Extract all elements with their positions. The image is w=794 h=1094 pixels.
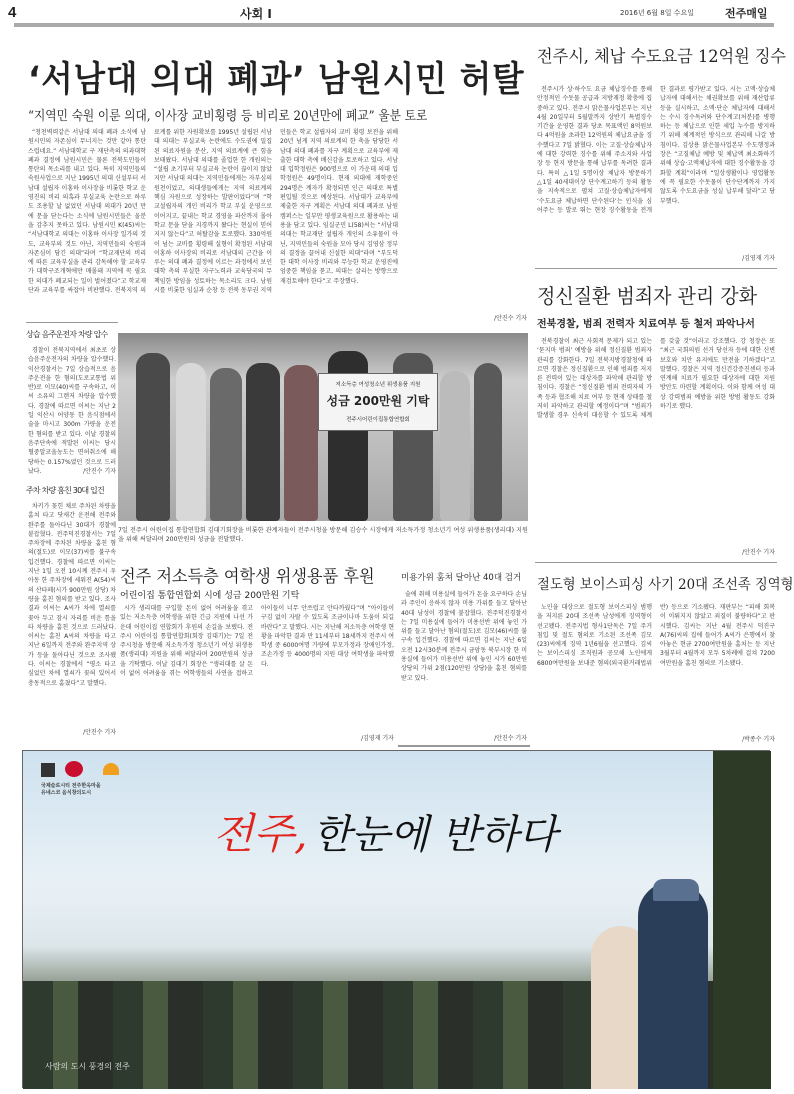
section-title: 사회 I <box>240 7 272 21</box>
car-body: 차키가 꽂힌 채로 주차된 차량을 훔쳐 타고 닷새간 운전해 전주와 완주를 돌아다닌 30대가 경찰에 붙잡혔다. 전주덕진경찰서는 7일 주차장에 주차된 차량을 훔친 혐의(절도)로 이모(37)씨를 불구속 입건했다. 경찰에 따르면 이씨는 지난 1일 오전 10시께 전주시 우아동 한 주차장에 세워진 A(54)씨의 산타페(시가 900만원 상당) 차량을 훔친 혐의를 받고 있다. 조사결과 이씨는 A씨가 차에 열쇠를 꽂아 두고 잠시 자리를 비운 틈을 타 차량을 훔친 것으로 드러났다. 이씨는 훔친 A씨의 차량을 타고 지난 6일까지 전주와 완주지역 상가 등을 돌아다닌 것으로 조사됐다. 이씨는 경찰에서 “평소 타고 싶었던 차에 열쇠가 꽂혀 있어서 충동적으로 훔쳤다”고 말했다. <box>28 503 116 687</box>
voice-byline: /박종수 기자 <box>742 736 775 743</box>
water-headline: 전주시, 체납 수도요금 12억원 징수 <box>537 47 787 67</box>
donation-photo <box>118 333 528 521</box>
divider <box>535 562 777 563</box>
divider <box>535 268 777 269</box>
voice-body: 노인을 대상으로 절도형 보이스피싱 범행을 저지른 20대 조선족 남성에게 징역형이 선고됐다. 전주지법 형사1단독은 7일 주거침입 및 절도 혐의로 기소된 조선족 김모(23)씨에게 징역 1년6월을 선고했다. 김씨는 보이스피싱 조직원과 공모해 노인에게 6800여만원을 보내준 혐의(외국환거래법위반) 등으로 기소됐다. 재판부는 “피해 회복이 이뤄지지 않았고 죄질이 불량하다”고 판시했다. 김씨는 지난 4월 전주시 덕진구 A(76)씨의 집에 들어가 A씨가 은행에서 찾아놓은 현금 2700여만원을 훔치는 등 지난 3월부터 4월까지 모두 5차례에 걸쳐 7200여만원을 훔친 혐의로 기소됐다. <box>537 604 775 667</box>
donation-byline: /김영재 기자 <box>361 735 394 742</box>
drunk-headline: 상습 음주운전자 차량 압수 <box>26 330 108 339</box>
mental-byline: /안진수 기자 <box>742 549 775 556</box>
slowcity-logo-icon <box>65 761 83 777</box>
main-body-col4 <box>402 112 527 312</box>
drunk-byline: /안진수 기자 <box>83 468 116 475</box>
masthead: 전주매일 <box>725 7 768 20</box>
header-rule <box>14 23 774 27</box>
issue-date: 2016년 6월 8일 수요일 <box>620 9 694 17</box>
main-body: “청천벽력같은 서남대 의대 폐과 소식에 남원시민의 자존심이 무너지는 것만 같아 통탄스럽네요.” 서남대학교 구 재단측의 의과대학 폐과 결정에 남원시민은 물론 전북도민들이 통탄의 목소리를 내고 있다. 특히 지역민들의 숙원사업으로 지난 1995년 의대 신설부터 서남대 설립자 이홍하 이사장을 비롯한 학교 운영진의 비리 의혹과 부실교육 논란으로 하루도 조용할 날 없었던 서남대 의대가 20년 만에 문을 닫는다는 소식에 남원시민들은 울분을 감추지 못하고 있다. 남원시민 K(45)씨는 “서남대학교 의대는 이홍하 이사장 일가의 것도, 교육부의 것도 아닌, 지역민들의 숙원과 자존심이 담긴 의대”라며 “학교재단의 비리에 따른 교육부실을 관리 감독해야 할 교육부가 대학구조개혁에만 매몰돼 지역에 꼭 필요한 의대가 폐교되는 일이 벌어졌다”고 학교재단과 교육부를 싸잡아 비판했다. 전북지역 의료계를 위한 자원확보를 1995년 설립된 서남대 의대는 부실교육 논란에도 수도권에 밀집된 의료자원을 분산, 지역 의료계에 큰 힘을 보태왔다. 서남대 의대를 졸업한 한 개원의는 “설립 초기부터 부실교육 논란이 끊이지 않았지만 서남대 의대는 지역민들에게는 자부심의 원천이었고, 의대생들에게는 지역 의료계의 핵심 자원으로 성장하는 발판이었다”며 “학교설립자의 개인 비리가 학교 부실 운영으로 이어지고, 끝내는 학교 경영을 파산까지 몰아 학교 문을 닫을 지경까지 왔다는 현실이 믿어지지 않는다”고 허탈감을 토로했다. 330억원이 넘는 교비를 횡령해 실형이 확정된 서남대 이홍하 이사장의 비리로 서남대의 근간을 이루는 의대 폐과 결정에 이르는 과정에서 보인 대학 측의 부실한 자구노력과 교육당국의 무책임한 방임을 성토하는 목소리도 크다. 남원시를 비롯한 임실과 순창 등 전북 동부권 지역민들은 학교 설립자의 교비 횡령 보전을 위해 20년 넘게 지역 의료계의 한 축을 담당한 서남대 의대 폐과를 자구 계획으로 교육부에 제출한 대학 측에 배신감을 토로하고 있다. 서남대 입학정원은 900명으로 이 가운데 의대 입학정원은 49명이다. 현재 의대에 재학중인 294명은 계자가 확정되면 인근 의대로 특별 편입될 것으로 예상된다. 서남대가 교육부에 제출한 자구 계획은 서남대 의대 폐과로 남원캠퍼스는 일부만 평생교육원으로 활용하는 내용을 담고 있다. 임실군민 L(58)씨는 “서남대 의대는 학교재단 설립자 개인의 소유물이 아닌, 지역민들의 숙원을 모아 당시 김영삼 정부의 결정을 끌어내 신설한 의대”라며 “부도덕한 대학 이사장 비리와 무능한 학교 운영진에 엄중한 책임을 묻고, 의대는 살리는 방향으로 재검토해야 한다”고 주장했다. <box>28 129 398 295</box>
logo-text-line1: 국제슬로시티 전주한옥마을 <box>41 783 101 789</box>
placard-line2: 성금 200만원 기탁 <box>326 394 430 408</box>
water-byline: /김영재 기자 <box>742 255 775 262</box>
tree <box>713 751 771 1089</box>
logo-text-line2: 유네스코 음식창의도시 <box>41 790 92 796</box>
scissors-byline: /안진수 기자 <box>494 735 527 742</box>
mental-headline: 정신질환 범죄자 관리 강화 <box>537 284 758 308</box>
mental-subhead: 전북경찰, 범죄 전력자 치료여부 등 철저 파악나서 <box>537 319 755 330</box>
voice-headline: 절도형 보이스피싱 사기 20대 조선족 징역형 <box>537 577 794 593</box>
photo-caption: 7일 전주시 어린이집 통합연합회 김대기회장을 비롯한 관계자들이 전주시청을 방문해 김승수 시장에게 저소득가정 청소년기 여성 위생용품(생리대) 지원을 위해 써달라며 200만원의 성금을 전달했다. <box>118 527 528 544</box>
mental-body: 전북경찰이 최근 사회적 문제가 되고 있는 ‘묻지마 범죄’ 예방을 위해 정신질환 범죄자 관리를 강화한다. 7일 전북지방경찰청에 따르면 경찰은 정신질환으로 인해 범죄를 저지른 전력이 있는 대상자를 파악해 관리할 방침이다. 경찰은 “정신질환 범죄 전력자의 가족 등과 협조해 치료 여부 등 현재 상태를 철저히 파악하고 관리할 예정이다”며 “범죄가 발생할 경우 신속히 대응할 수 있도록 체계를 갖출 것”이라고 강조했다. 강 청장은 또 “최근 국회의원 선거 당선자 등에 대한 신변 보호와 치안 유지에도 만전을 기하겠다”고 말했다. 경찰은 지역 정신건강증진센터 등과 연계해 치료가 필요한 대상자에 대한 지원 방안도 마련할 계획이다. 이와 함께 여성 대상 강력범죄 예방을 위한 방범 활동도 강화하기로 했다. <box>537 338 775 420</box>
donation-headline: 전주 저소득층 여학생 위생용품 후원 <box>120 567 375 587</box>
car-byline: /안진수 기자 <box>83 729 116 736</box>
main-subhead: “지역민 숙원 이룬 의대, 이사장 교비횡령 등 비리로 20년만에 폐교” 울분 토로 <box>28 109 428 124</box>
scissors-body: 술에 취해 미용실에 들어가 돈을 요구하다 손님과 주인이 응하지 않자 미용 가위를 들고 달아난 40대 남성이 경찰에 붙잡혔다. 전주덕진경찰서는 7일 미용실에 들어가 미용선반 위에 놓인 가위를 들고 달아난 혐의(절도)로 김모(46)씨를 불구속 입건했다. 경찰에 따르면 김씨는 지난 6일 오전 12시30분께 전주시 금암동 북부시장 한 미용실에 들어가 미용선반 위에 놓인 시가 60만원 상당의 가위 2점(120만원 상당)을 훔친 혐의를 받고 있다. <box>401 591 527 682</box>
ad-logo-text <box>41 783 101 797</box>
hat <box>653 879 699 901</box>
placard-line1: 저소득층 여성청소년 위생용품 지원 <box>335 382 421 388</box>
placard-line3: 전주시어린이집통합연합회 <box>346 417 410 423</box>
ad-photo-caption: 사람의 도시 풍경의 전주 <box>45 1062 130 1071</box>
man-figure <box>638 881 708 1089</box>
drunk-body: 경찰이 전북지역에서 최초로 상습음주운전자의 차량을 압수했다. 익산경찰서는 7일 상습적으로 음주운전을 한 혐의(도로교통법 위반)로 이모(40)씨를 구속하고, 이씨 소유의 그랜저 차량을 압수했다. 경찰에 따르면 이씨는 지난 2일 익산시 어양동 한 음식점에서 술을 마시고 300m 가량을 운전한 혐의를 받고 있다. 이날 경찰의 음주단속에 적발된 이씨는 당시 혈중알코올농도는 면허취소에 해당하는 0.157%였던 것으로 드러났다. <box>28 347 116 475</box>
car-headline: 주차 차량 훔친 30대 입건 <box>26 486 104 495</box>
page-number: 4 <box>8 4 17 21</box>
food-city-logo-icon <box>103 763 119 775</box>
donation-body: 시가 생리대를 구입할 돈이 없어 어려움을 겪고 있는 저소득층 여학생을 위한 긴급 지원에 나선 가운데 어린이집 연합회가 후원의 손길을 보탰다. 전주시 어린이집 통합연합회(회장 김대기)는 7일 전주시청을 방문해 저소득가정 청소년기 여성 위생용품(생리대) 지원을 위해 써달라며 200만원의 성금을 기탁했다. 이날 김대기 회장은 “생리대를 살 돈이 없어 어려움을 겪는 여학생들의 사연을 접하고 아이들이 너무 안쓰럽고 안타까웠다”며 “아이들이 구김 없이 자랄 수 있도록 조금이나마 도움이 되길 바란다”고 말했다. 시는 지난해 저소득층 여학생 현황을 파악한 결과 만 11세부터 18세까지 전주시 여학생 중 6000여명 가량에 부모가정과 장애인가정, 조손가정 등 4000명의 지원 대상 여학생을 파악했다. <box>120 605 394 678</box>
donation-subhead: 어린이집 통합연합회 시에 성금 200만원 기탁 <box>120 591 300 601</box>
divider <box>398 745 530 747</box>
jeonju-tourism-ad <box>22 750 770 1088</box>
slogan-red: 전주, <box>213 809 308 858</box>
scissors-headline: 미용가위 훔쳐 달아난 40대 검거 <box>401 573 522 583</box>
divider <box>26 322 118 323</box>
main-headline: ‘서남대 의대 폐과’ 남원시민 허탈 <box>28 60 525 100</box>
water-body: 전주시가 상·하수도 요금 체납징수를 통해 안정적인 수돗물 공급과 지방재정 확충에 집중하고 있다. 전주시 맑은물사업본부는 지난 4월 20일부터 5월말까지 상반기 특별징수기간을 운영한 결과 당초 목표액인 8억원보다 4억원을 초과한 12억원의 체납요금을 징수했다고 7일 밝혔다. 이는 고질·상습체납자에 대한 강력한 징수를 위해 주소지와 사업장 등 현지 방문을 통해 납부를 독려한 결과다. 특히 △1일 5명이상 체납자 방문하기 △1일 40세대이상 단수계고하기 등의 활동을 지속적으로 펼쳐 고질·상습체납자에게 ‘수도요금 체납하면 단수된다’는 인식을 심어주는 등 발로 뛰는 현장 징수활동을 전개한 결과로 평가받고 있다. 시는 고액·상습체납자에 대해서는 채권확보를 위해 재산압류 등을 실시하고, 소액·단순 체납자에 대해서는 수시 징수독려와 단수계고(처분)를 병행하는 등 체납으로 인한 세입 누수를 방지하기 위해 체계적인 방식으로 관리해 나갈 방침이다. 김상용 맑은물사업본부 수도행정과장은 “고질체납 예방 및 체납액 최소화하기 위해 상습·고액체납자에 대한 징수활동을 강화할 계획”이라며 “일상생활이나 영업활동에 꼭 필요한 수돗물이 단수단계까지 가지 않도록 수도요금을 성실 납부해 달라”고 당부했다. <box>537 86 775 214</box>
slogan-black: 한눈에 반하다 <box>312 812 558 858</box>
unesco-logo-icon <box>41 763 55 777</box>
main-byline: /안진수 기자 <box>494 315 527 322</box>
donation-placard <box>318 373 438 431</box>
ad-slogan <box>213 801 557 861</box>
